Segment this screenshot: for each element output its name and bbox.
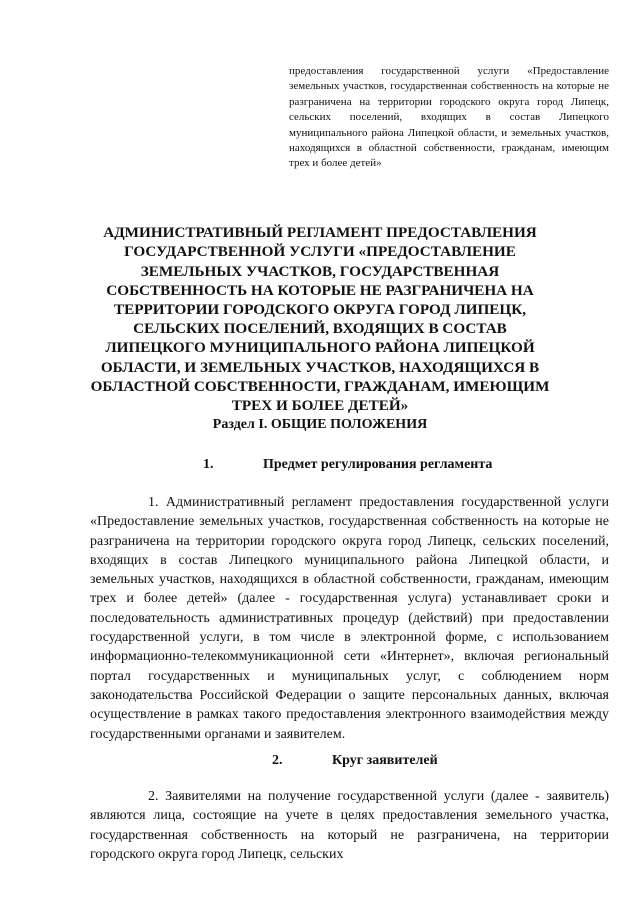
subsection-title: Предмет регулирования регламента (263, 457, 493, 472)
paragraph-regulation-scope: 1. Административный регламент предоставления государственной услуги «Предоставление земельных участков, государственная собственность на которые не разграничена на территории городского округа город Липецк, сельских поселений, входящих в состав Липецкого муниципального района Липецкой области, и земельных участков, находящихся в областной собственности, гражданам, имеющим трех и более детей» (далее - государственная услуга) устанавливает сроки и последовательность административных процедур (действий) при предоставлении государственной услуги, в том числе в электронной форме, с использованием информационно-телекоммуникационной сети «Интернет», включая региональный портал государственных и муниципальных услуг, с соблюдением норм законодательства Российской Федерации о защите персональных данных, включая осуществление в рамках такого предоставления электронного взаимодействия между государственными органами и заявителем. (90, 495, 609, 742)
approval-note: предоставления государственной услуги «Предоставление земельных участков, государственная собственность на которые не разграничена на территории городского округа город Липецк, сельских поселений, входящих в состав Липецкого муниципального района Липецкой области, и земельных участков, находящихся в областной собственности, гражданам, имеющим трех и более детей» (289, 65, 609, 170)
subsection-title: Круг заявителей (332, 753, 438, 768)
regulation-title: АДМИНИСТРАТИВНЫЙ РЕГЛАМЕНТ ПРЕДОСТАВЛЕНИЯ ГОСУДАРСТВЕННОЙ УСЛУГИ «ПРЕДОСТАВЛЕНИЕ ЗЕМЕЛЬНЫХ УЧАСТКОВ, ГОСУДАРСТВЕННАЯ СОБСТВЕННОСТЬ НА КОТОРЫЕ НЕ РАЗГРАНИЧЕНА НА ТЕРРИТОРИИ ГОРОДСКОГО ОКРУГА ГОРОД ЛИПЕЦК, СЕЛЬСКИХ ПОСЕЛЕНИЙ, ВХОДЯЩИХ В СОСТАВ ЛИПЕЦКОГО МУНИЦИПАЛЬНОГО РАЙОНА ЛИПЕЦКОЙ ОБЛАСТИ, И ЗЕМЕЛЬНЫХ УЧАСТКОВ, НАХОДЯЩИХСЯ В ОБЛАСТНОЙ СОБСТВЕННОСТИ, ГРАЖДАНАМ, ИМЕЮЩИМ ТРЕХ И БОЛЕЕ ДЕТЕЙ» (90, 224, 550, 414)
paragraph-applicants: 2. Заявителями на получение государственной услуги (далее - заявитель) являются лица, состоящие на учете в целях предоставления земельного участка, государственная собственность на который не разграничена, на территории городского округа город Липецк, сельских (90, 789, 609, 862)
subsection-number: 2. (272, 753, 283, 768)
subsection-heading-regulation-subject (203, 456, 492, 474)
subsection-number: 1. (203, 457, 214, 472)
section-heading-general-provisions: Раздел I. ОБЩИЕ ПОЛОЖЕНИЯ (212, 416, 428, 432)
subsection-heading-applicants (272, 752, 438, 770)
